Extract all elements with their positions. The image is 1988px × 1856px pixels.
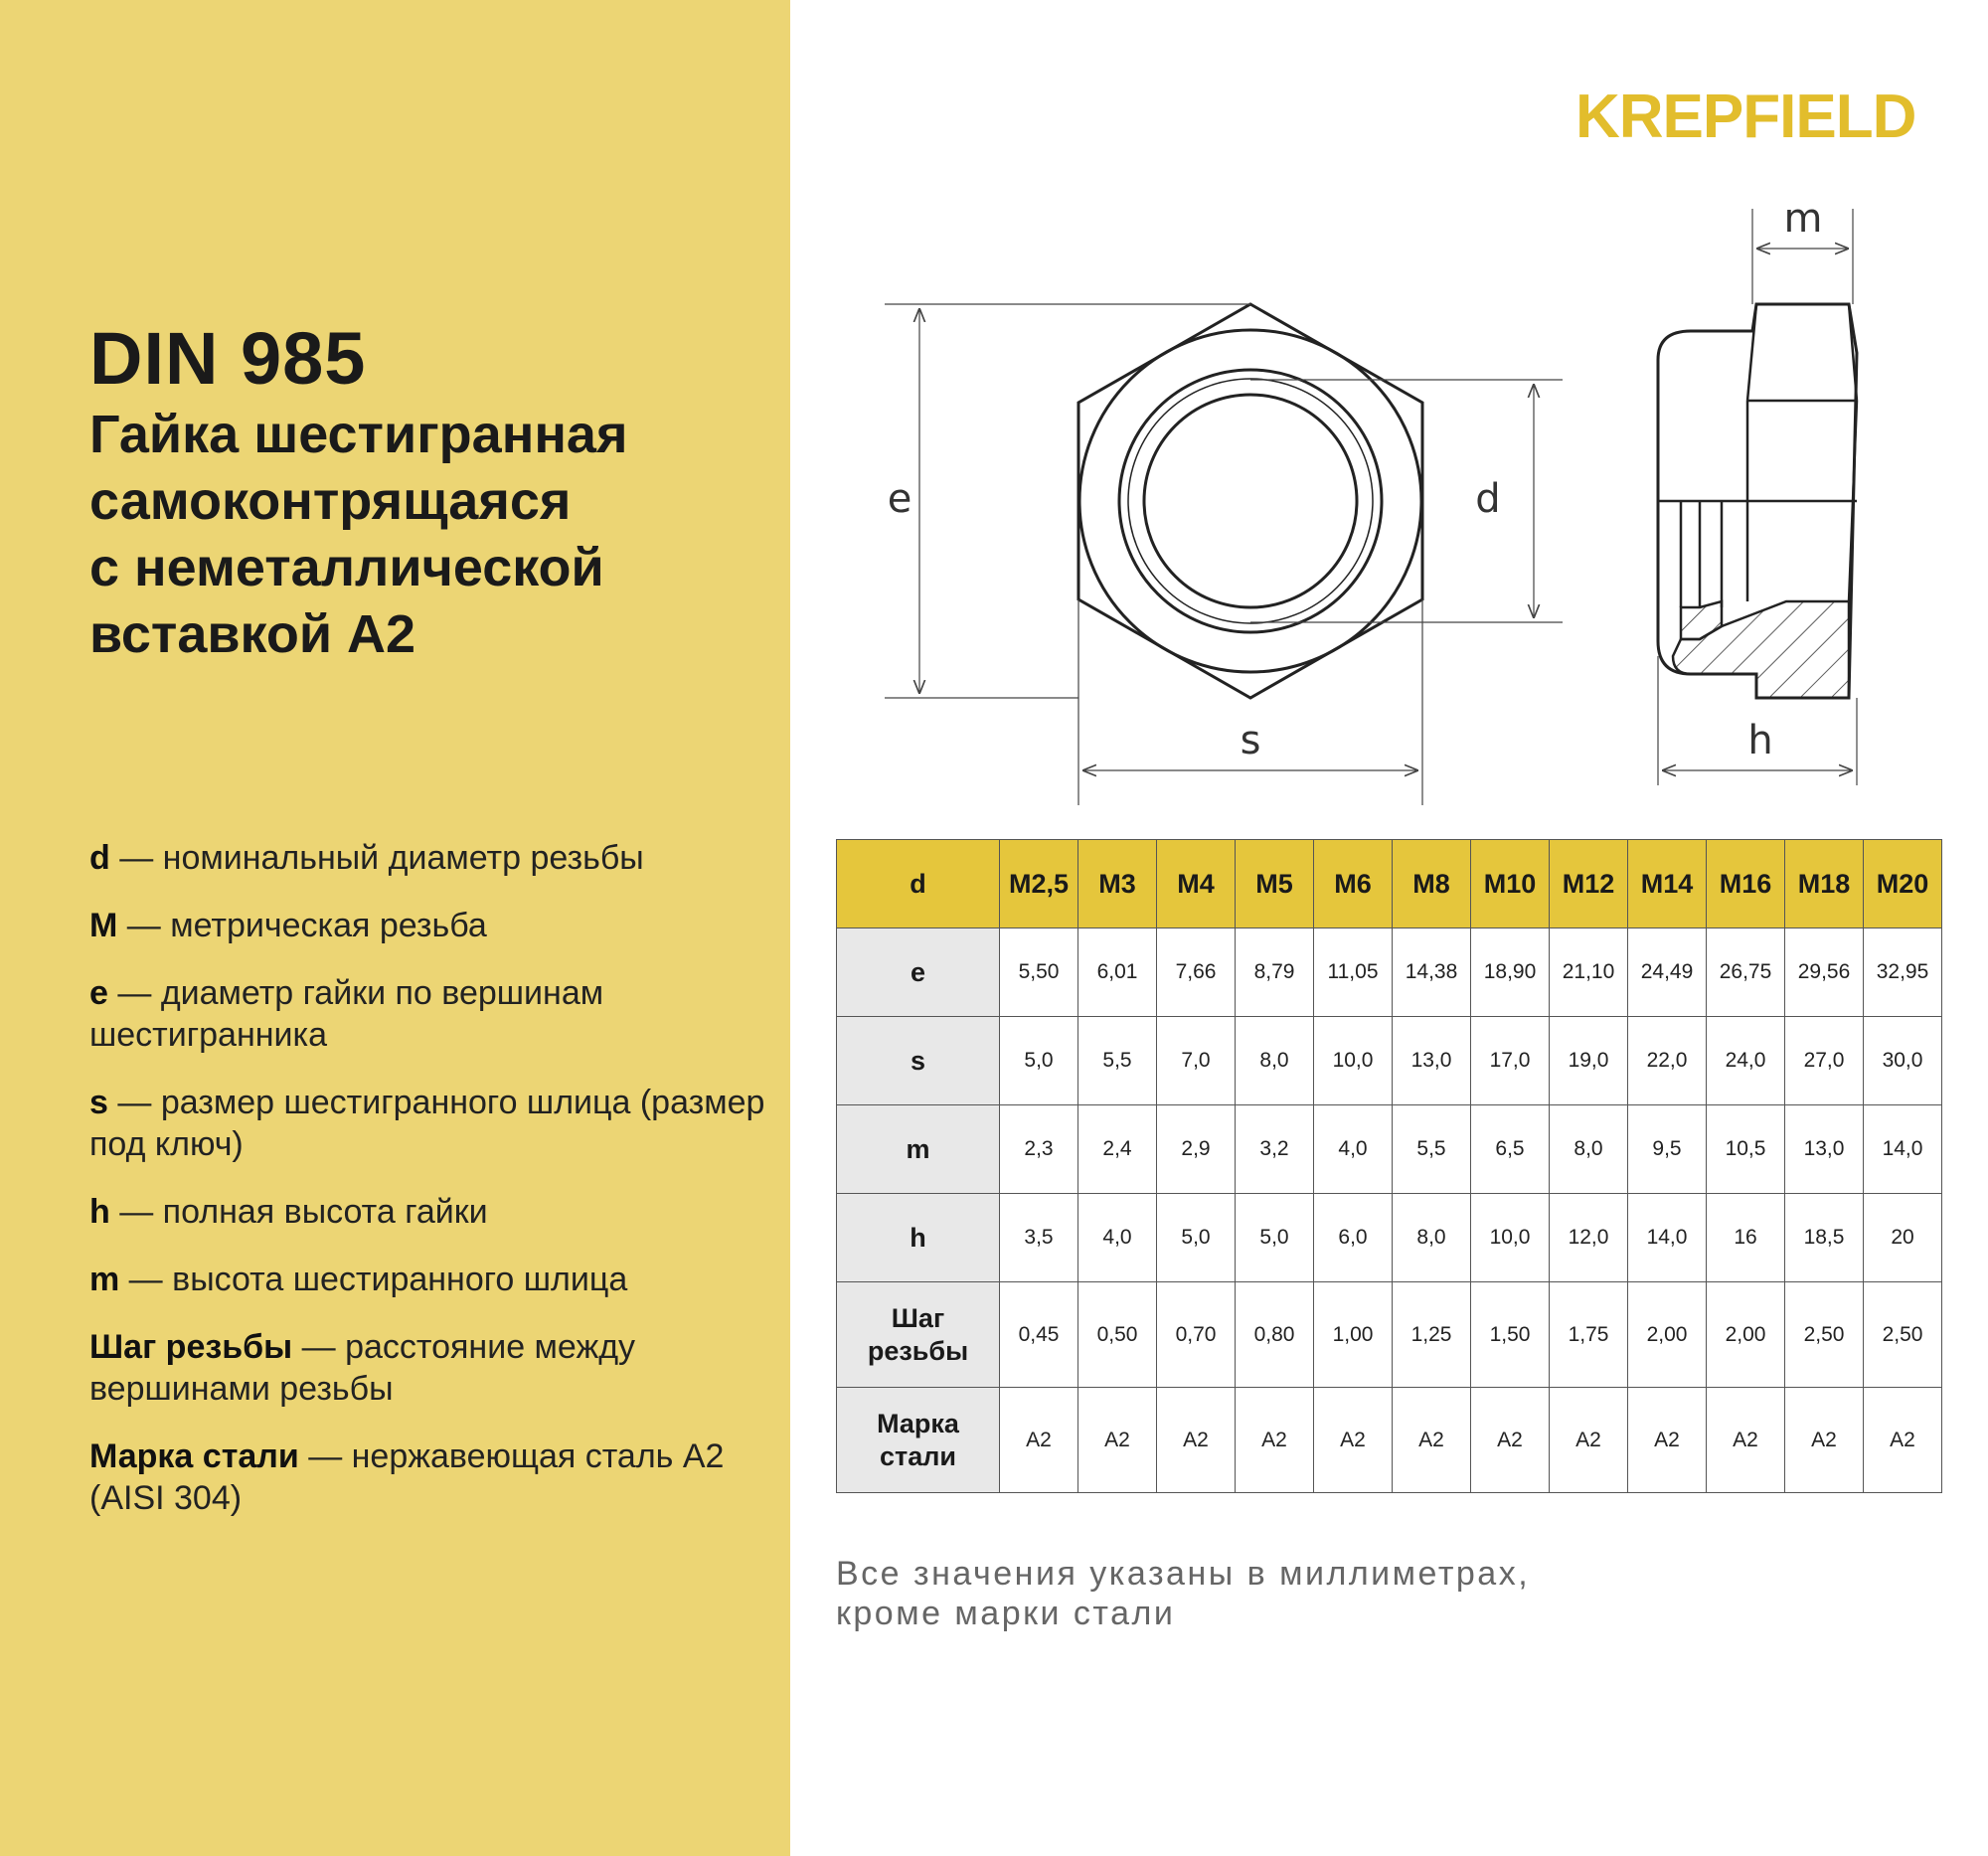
nut-front-view: [1078, 304, 1422, 698]
definition-term: s: [89, 1084, 108, 1121]
hex-outline: [1078, 304, 1422, 698]
table-row: [837, 1194, 1942, 1282]
definition-term: Шаг резьбы: [89, 1328, 293, 1366]
table-cell: 10,0: [1314, 1017, 1393, 1105]
table-cell: 8,79: [1236, 928, 1314, 1017]
table-cell: 2,00: [1628, 1282, 1707, 1388]
bore-circle: [1144, 395, 1357, 607]
table-header-row: [837, 840, 1942, 928]
definition-text: — метрическая резьба: [117, 907, 487, 944]
table-cell: 0,50: [1078, 1282, 1157, 1388]
table-cell: 18,5: [1785, 1194, 1864, 1282]
table-row: [837, 1105, 1942, 1194]
product-name-line: Гайка шестигранная: [89, 405, 628, 464]
size-header-cell: M4: [1157, 840, 1236, 928]
table-cell: A2: [1707, 1388, 1785, 1493]
size-header-cell: M16: [1707, 840, 1785, 928]
table-cell: 8,0: [1550, 1105, 1628, 1194]
table-cell: 5,0: [1157, 1194, 1236, 1282]
table-cell: 27,0: [1785, 1017, 1864, 1105]
table-cell: A2: [1785, 1388, 1864, 1493]
size-header-cell: M6: [1314, 840, 1393, 928]
table-cell: 4,0: [1078, 1194, 1157, 1282]
row-header-cell: [837, 1388, 1000, 1493]
table-cell: 1,50: [1471, 1282, 1550, 1388]
table-cell: 9,5: [1628, 1105, 1707, 1194]
table-cell: 32,95: [1864, 928, 1942, 1017]
table-cell: 1,25: [1393, 1282, 1471, 1388]
table-cell: 16: [1707, 1194, 1785, 1282]
row-header-label: e: [910, 956, 926, 987]
table-cell: 24,49: [1628, 928, 1707, 1017]
table-cell: 3,2: [1236, 1105, 1314, 1194]
table-cell: 22,0: [1628, 1017, 1707, 1105]
definition-text: — номинальный диаметр резьбы: [109, 839, 644, 877]
definition-text: — полная высота гайки: [109, 1193, 488, 1231]
table-cell: 29,56: [1785, 928, 1864, 1017]
definition-item: [89, 1191, 765, 1233]
insert-circle: [1119, 370, 1382, 632]
table-cell: A2: [1628, 1388, 1707, 1493]
table-cell: 12,0: [1550, 1194, 1628, 1282]
product-name: [89, 402, 785, 668]
page-title: DIN 985: [89, 317, 367, 400]
dimension-label-m: m: [1783, 196, 1823, 242]
table-cell: 13,0: [1785, 1105, 1864, 1194]
table-cell: 5,0: [1236, 1194, 1314, 1282]
row-header-label: стали: [879, 1440, 956, 1471]
table-cell: A2: [1000, 1388, 1078, 1493]
row-header-label: h: [910, 1222, 926, 1253]
definition-text: — нержавеющая сталь А2 (AISI 304): [89, 1437, 725, 1517]
table-cell: 11,05: [1314, 928, 1393, 1017]
dimension-d: [1250, 380, 1563, 622]
yellow-sidebar: [0, 0, 790, 1856]
row-header-label: m: [906, 1133, 930, 1164]
table-cell: 1,75: [1550, 1282, 1628, 1388]
product-name-line: самоконтрящаяся: [89, 471, 572, 531]
table-cell: 13,0: [1393, 1017, 1471, 1105]
table-cell: 5,50: [1000, 928, 1078, 1017]
product-name-line: с неметаллической: [89, 538, 604, 597]
row-header-cell: [837, 1017, 1000, 1105]
definition-item: [89, 972, 765, 1056]
table-cell: 2,50: [1864, 1282, 1942, 1388]
size-header-cell: M2,5: [1000, 840, 1078, 928]
brand-logo: KREPFIELD: [1575, 83, 1916, 151]
definition-text: — диаметр гайки по вершинам шестигранника: [89, 974, 604, 1054]
table-cell: 24,0: [1707, 1017, 1785, 1105]
definition-item: [89, 905, 765, 946]
washer-face-circle: [1079, 330, 1421, 672]
row-header-cell: [837, 928, 1000, 1017]
table-cell: 7,0: [1157, 1017, 1236, 1105]
table-cell: 0,45: [1000, 1282, 1078, 1388]
table-cell: 6,5: [1471, 1105, 1550, 1194]
table-cell: 5,0: [1000, 1017, 1078, 1105]
table-cell: A2: [1471, 1388, 1550, 1493]
spec-table: [836, 839, 1942, 1493]
table-cell: A2: [1864, 1388, 1942, 1493]
table-cell: 19,0: [1550, 1017, 1628, 1105]
table-cell: A2: [1078, 1388, 1157, 1493]
size-header-cell: M14: [1628, 840, 1707, 928]
table-cell: A2: [1236, 1388, 1314, 1493]
definition-item: [89, 1326, 765, 1410]
table-cell: 14,38: [1393, 928, 1471, 1017]
table-cell: 20: [1864, 1194, 1942, 1282]
table-cell: A2: [1393, 1388, 1471, 1493]
definition-item: [89, 1082, 765, 1165]
size-header-cell: M3: [1078, 840, 1157, 928]
table-cell: 10,5: [1707, 1105, 1785, 1194]
table-row: [837, 928, 1942, 1017]
dimension-e: [885, 304, 1250, 698]
units-note-line: Все значения указаны в миллиметрах,: [836, 1555, 1531, 1593]
definition-text: — расстояние между вершинами резьбы: [89, 1328, 636, 1408]
units-note: [836, 1554, 1731, 1633]
row-header-label: резьбы: [867, 1335, 969, 1366]
table-cell: 10,0: [1471, 1194, 1550, 1282]
dimension-label-d: d: [1475, 476, 1501, 522]
definition-item: [89, 837, 765, 879]
size-header-cell: M12: [1550, 840, 1628, 928]
table-cell: 14,0: [1628, 1194, 1707, 1282]
table-cell: 26,75: [1707, 928, 1785, 1017]
row-header-cell: [837, 1282, 1000, 1388]
table-cell: A2: [1314, 1388, 1393, 1493]
definition-item: [89, 1259, 765, 1300]
table-cell: 6,0: [1314, 1194, 1393, 1282]
table-cell: 6,01: [1078, 928, 1157, 1017]
table-cell: A2: [1157, 1388, 1236, 1493]
table-cell: 1,00: [1314, 1282, 1393, 1388]
row-header-label: s: [910, 1045, 926, 1076]
table-cell: 4,0: [1314, 1105, 1393, 1194]
table-cell: 8,0: [1393, 1194, 1471, 1282]
units-note-line: кроме марки стали: [836, 1595, 1176, 1632]
thread-circle-thin: [1128, 379, 1373, 623]
row-header-label: Марка: [877, 1408, 959, 1438]
dimension-label-s: s: [1240, 718, 1261, 763]
size-header-cell: M8: [1393, 840, 1471, 928]
table-row: [837, 1282, 1942, 1388]
table-cell: 17,0: [1471, 1017, 1550, 1105]
table-cell: 7,66: [1157, 928, 1236, 1017]
product-name-line: вставкой А2: [89, 604, 416, 664]
dimension-label-h: h: [1747, 718, 1773, 763]
table-cell: 3,5: [1000, 1194, 1078, 1282]
definition-term: e: [89, 974, 108, 1012]
definition-text: — размер шестигранного шлица (размер под ключ): [89, 1084, 765, 1163]
table-cell: 18,90: [1471, 928, 1550, 1017]
header-cell: d: [837, 840, 1000, 928]
definition-term: h: [89, 1193, 110, 1231]
size-header-cell: M10: [1471, 840, 1550, 928]
size-header-cell: M5: [1236, 840, 1314, 928]
nut-technical-drawing: [855, 189, 1988, 825]
definition-item: [89, 1435, 765, 1519]
table-cell: 8,0: [1236, 1017, 1314, 1105]
table-cell: 30,0: [1864, 1017, 1942, 1105]
size-header-cell: M18: [1785, 840, 1864, 928]
table-cell: 21,10: [1550, 928, 1628, 1017]
row-header-cell: [837, 1194, 1000, 1282]
table-cell: 2,00: [1707, 1282, 1785, 1388]
definition-term: M: [89, 907, 118, 944]
table-cell: 5,5: [1078, 1017, 1157, 1105]
size-header-cell: M20: [1864, 840, 1942, 928]
table-cell: 2,50: [1785, 1282, 1864, 1388]
table-row: [837, 1388, 1942, 1493]
definition-term: d: [89, 839, 110, 877]
table-cell: 2,3: [1000, 1105, 1078, 1194]
table-cell: A2: [1550, 1388, 1628, 1493]
table-cell: 5,5: [1393, 1105, 1471, 1194]
table-row: [837, 1017, 1942, 1105]
definitions-list: [89, 837, 765, 1545]
table-cell: 14,0: [1864, 1105, 1942, 1194]
definition-text: — высота шестиранного шлица: [119, 1261, 628, 1298]
table-cell: 2,9: [1157, 1105, 1236, 1194]
table-cell: 2,4: [1078, 1105, 1157, 1194]
row-header-label: Шаг: [891, 1302, 945, 1333]
dimension-label-e: e: [887, 476, 912, 522]
table-cell: 0,70: [1157, 1282, 1236, 1388]
definition-term: Марка стали: [89, 1437, 299, 1475]
row-header-cell: [837, 1105, 1000, 1194]
table-cell: 0,80: [1236, 1282, 1314, 1388]
definition-term: m: [89, 1261, 120, 1298]
